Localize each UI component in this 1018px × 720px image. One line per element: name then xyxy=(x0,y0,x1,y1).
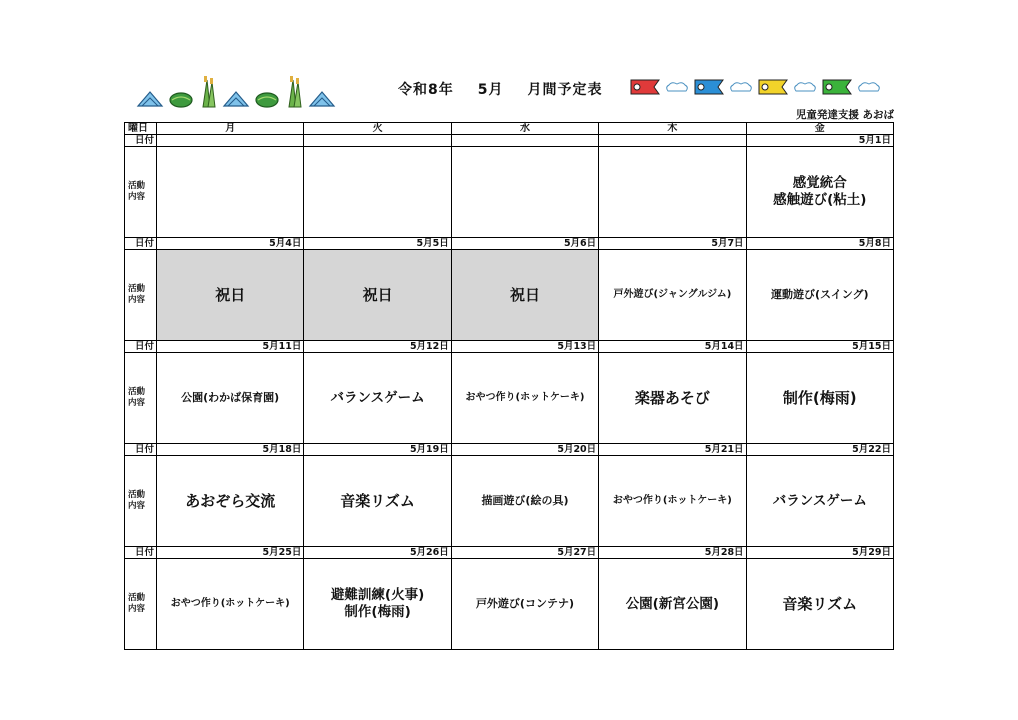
activity-text: 音楽リズム xyxy=(782,594,858,613)
activity-text: バランスゲーム xyxy=(772,492,867,509)
weekday-thu: 木 xyxy=(599,123,746,135)
chimaki-icon xyxy=(284,76,304,108)
holiday-cell xyxy=(157,250,304,341)
date-cell: 5月12日 xyxy=(304,341,451,353)
date-cell: 5月14日 xyxy=(599,341,746,353)
activity-cell xyxy=(451,559,598,650)
chimaki-icon xyxy=(198,76,218,108)
activity-text: 感触遊び(粘土) xyxy=(773,192,867,209)
activity-text: 制作(梅雨) xyxy=(782,388,857,407)
activity-text: おやつ作り(ホットケーキ) xyxy=(465,391,585,403)
activity-label-line: 内容 xyxy=(128,398,146,409)
weekday-mon: 月 xyxy=(157,123,304,135)
cloud-icon xyxy=(664,81,690,93)
activity-text: 避難訓練(火事) xyxy=(330,587,425,604)
date-cell: 5月6日 xyxy=(451,238,598,250)
activity-text: 楽器あそび xyxy=(634,388,710,407)
holiday-text: 祝日 xyxy=(509,285,540,304)
date-label: 日付 xyxy=(125,444,157,456)
holiday-text: 祝日 xyxy=(362,285,393,304)
activity-cell xyxy=(746,147,893,238)
activity-label-line: 活動 xyxy=(128,387,146,398)
activity-cell xyxy=(304,559,451,650)
kashiwa-mochi-icon xyxy=(168,90,194,108)
date-cell: 5月11日 xyxy=(157,341,304,353)
activity-text: おやつ作り(ホットケーキ) xyxy=(170,597,290,609)
activity-cell xyxy=(599,250,746,341)
activity-text: あおぞら交流 xyxy=(185,491,276,510)
activity-text: 制作(梅雨) xyxy=(344,604,411,621)
activity-cell xyxy=(157,456,304,547)
activity-label xyxy=(125,559,157,650)
title-text: 月間予定表 xyxy=(527,82,603,98)
activity-cell xyxy=(157,353,304,444)
activity-label-line: 活動 xyxy=(128,284,146,295)
date-row xyxy=(125,238,894,250)
date-label: 日付 xyxy=(125,135,157,147)
activity-label-line: 内容 xyxy=(128,501,146,512)
activity-text: 公園(新宮公園) xyxy=(625,595,720,612)
activity-cell xyxy=(157,559,304,650)
date-cell xyxy=(157,135,304,147)
activity-label xyxy=(125,250,157,341)
decoration-right xyxy=(630,78,882,96)
activity-label xyxy=(125,147,157,238)
activity-label-line: 活動 xyxy=(128,181,146,192)
date-cell: 5月7日 xyxy=(599,238,746,250)
activity-row xyxy=(125,559,894,650)
activity-cell xyxy=(304,353,451,444)
activity-label-line: 活動 xyxy=(128,490,146,501)
weekday-header-row xyxy=(125,123,894,135)
activity-cell xyxy=(599,559,746,650)
date-cell xyxy=(451,135,598,147)
kabuto-icon xyxy=(136,88,164,108)
kashiwa-mochi-icon xyxy=(254,90,280,108)
activity-cell xyxy=(599,353,746,444)
date-cell: 5月15日 xyxy=(746,341,893,353)
activity-text: 感覚統合 xyxy=(792,175,847,192)
date-cell: 5月4日 xyxy=(157,238,304,250)
date-cell: 5月28日 xyxy=(599,546,746,558)
activity-text: 描画遊び(絵の具) xyxy=(481,494,569,508)
activity-cell xyxy=(304,147,451,238)
page-title xyxy=(398,79,627,99)
decoration-left xyxy=(136,76,336,108)
cloud-icon xyxy=(856,81,882,93)
date-cell: 5月20日 xyxy=(451,444,598,456)
activity-text: 戸外遊び(コンテナ) xyxy=(475,597,574,611)
activity-label-line: 内容 xyxy=(128,295,146,306)
date-cell: 5月29日 xyxy=(746,546,893,558)
kabuto-icon xyxy=(308,88,336,108)
cloud-icon xyxy=(792,81,818,93)
activity-row xyxy=(125,250,894,341)
holiday-cell xyxy=(451,250,598,341)
date-cell: 5月22日 xyxy=(746,444,893,456)
cloud-icon xyxy=(728,81,754,93)
weekday-wed: 水 xyxy=(451,123,598,135)
activity-cell xyxy=(746,250,893,341)
activity-label-line: 活動 xyxy=(128,593,146,604)
date-cell: 5月19日 xyxy=(304,444,451,456)
weekday-fri: 金 xyxy=(746,123,893,135)
page-header xyxy=(124,70,894,120)
koinobori-icon xyxy=(630,78,660,96)
date-cell: 5月8日 xyxy=(746,238,893,250)
activity-label-line: 内容 xyxy=(128,192,146,203)
koinobori-icon xyxy=(694,78,724,96)
activity-text: 戸外遊び(ジャングルジム) xyxy=(613,288,732,300)
activity-cell xyxy=(304,456,451,547)
date-cell: 5月27日 xyxy=(451,546,598,558)
organization-name: 児童発達支援 あおば xyxy=(795,109,894,121)
weekday-tue: 火 xyxy=(304,123,451,135)
date-label: 日付 xyxy=(125,238,157,250)
schedule-table xyxy=(124,122,894,650)
activity-cell xyxy=(746,353,893,444)
title-year: 令和8年 xyxy=(398,82,454,98)
activity-text: 公園(わかば保育園) xyxy=(181,391,280,405)
activity-text: 音楽リズム xyxy=(340,491,415,510)
kabuto-icon xyxy=(222,88,250,108)
activity-text: おやつ作り(ホットケーキ) xyxy=(612,494,732,506)
weekday-label: 曜日 xyxy=(125,123,157,135)
date-cell: 5月21日 xyxy=(599,444,746,456)
koinobori-icon xyxy=(822,78,852,96)
activity-cell xyxy=(157,147,304,238)
date-row xyxy=(125,444,894,456)
date-row xyxy=(125,546,894,558)
date-row xyxy=(125,341,894,353)
activity-cell xyxy=(451,456,598,547)
koinobori-icon xyxy=(758,78,788,96)
activity-label xyxy=(125,353,157,444)
date-row xyxy=(125,135,894,147)
activity-text: 運動遊び(スイング) xyxy=(770,288,869,302)
date-cell: 5月1日 xyxy=(746,135,893,147)
date-cell: 5月26日 xyxy=(304,546,451,558)
date-cell xyxy=(304,135,451,147)
activity-cell xyxy=(746,456,893,547)
title-month: 5月 xyxy=(477,82,504,98)
activity-cell xyxy=(451,147,598,238)
date-cell: 5月18日 xyxy=(157,444,304,456)
date-cell xyxy=(599,135,746,147)
date-label: 日付 xyxy=(125,341,157,353)
activity-cell xyxy=(451,353,598,444)
date-cell: 5月5日 xyxy=(304,238,451,250)
activity-cell xyxy=(599,147,746,238)
date-cell: 5月13日 xyxy=(451,341,598,353)
activity-row xyxy=(125,456,894,547)
holiday-text: 祝日 xyxy=(215,285,246,304)
activity-row xyxy=(125,353,894,444)
activity-label xyxy=(125,456,157,547)
activity-text: バランスゲーム xyxy=(330,389,425,406)
activity-cell xyxy=(599,456,746,547)
activity-label-line: 内容 xyxy=(128,604,146,615)
date-cell: 5月25日 xyxy=(157,546,304,558)
date-label: 日付 xyxy=(125,546,157,558)
activity-cell xyxy=(746,559,893,650)
holiday-cell xyxy=(304,250,451,341)
activity-row xyxy=(125,147,894,238)
